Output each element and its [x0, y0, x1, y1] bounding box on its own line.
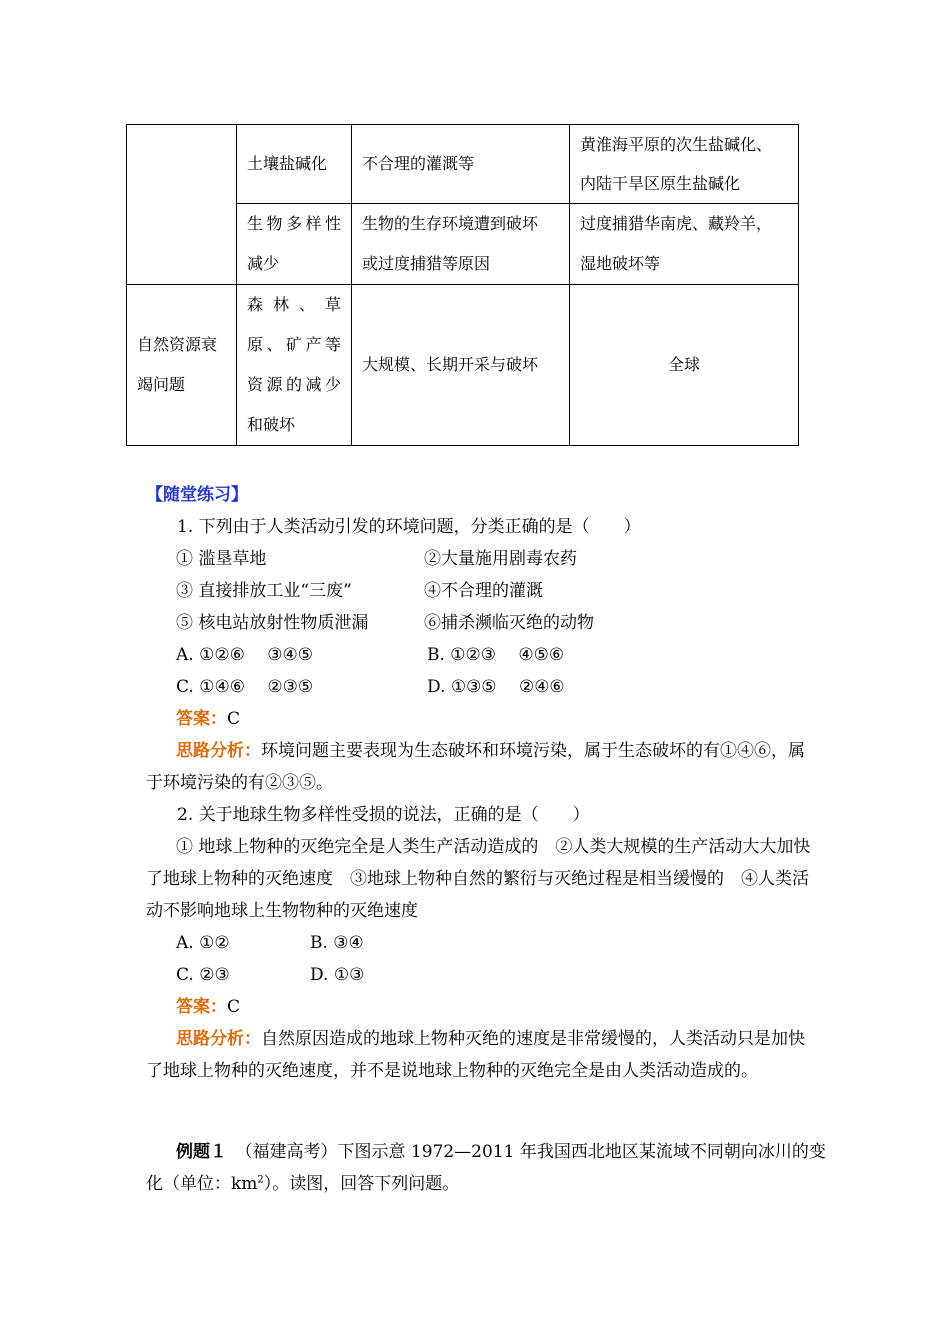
- table-cell-text: 竭问题: [137, 375, 186, 394]
- example-heading: [176, 1137, 826, 1167]
- question-1-choice-c: C. ①④⑥ ②③⑤: [176, 677, 314, 697]
- table-cell-cause: 大规模、长期开采与破坏: [352, 285, 570, 446]
- example-label: 例题１: [176, 1142, 227, 1162]
- table-cell-problem: 土壤盐碱化: [237, 125, 352, 204]
- table-cell-region: 全球: [570, 285, 799, 446]
- question-1-choice-a: A. ①②⑥ ③④⑤: [176, 645, 313, 665]
- question-2-analysis: [176, 1024, 805, 1054]
- question-1-option: ⑥捕杀濒临灭绝的动物: [424, 613, 594, 633]
- answer-label: 答案：: [176, 997, 227, 1017]
- example-text-cont: [146, 1169, 459, 1199]
- question-2-choice-d: D. ①③: [310, 965, 365, 985]
- question-1-option: ⑤ 核电站放射性物质泄漏: [176, 613, 369, 633]
- table-cell-text: 黄淮海平原的次生盐碱化、: [580, 135, 773, 154]
- question-1-stem: 1. 下列由于人类活动引发的环境问题，分类正确的是（ ）: [177, 517, 641, 537]
- question-1-option: ① 滥垦草地: [176, 549, 267, 569]
- table-cell-text: 内陆干旱区原生盐碱化: [580, 174, 741, 193]
- table-row: [127, 125, 799, 204]
- table-cell-text: 生物的生存环境遭到破坏: [362, 214, 539, 233]
- question-1-option: ④不合理的灌溉: [424, 581, 543, 601]
- table-cell-text: 森林、草: [247, 295, 341, 314]
- table-cell-category: [127, 285, 237, 446]
- question-2-stem: 2. 关于地球生物多样性受损的说法，正确的是（ ）: [177, 805, 590, 825]
- table-cell-cause: 不合理的灌溉等: [352, 125, 570, 204]
- question-2-body: 了地球上物种的灭绝速度 ③地球上物种自然的繁衍与灭绝过程是相当缓慢的 ④人类活: [146, 869, 809, 889]
- table-cell-region: [570, 204, 799, 285]
- question-2-choice-c: C. ②③: [176, 965, 230, 985]
- table-cell-problem: [237, 204, 352, 285]
- question-1-choice-d: D. ①③⑤ ②④⑥: [427, 677, 565, 697]
- table-cell-text: 减少: [247, 254, 280, 273]
- question-1-analysis: [176, 736, 805, 766]
- table-cell-cause: [352, 204, 570, 285]
- answer-label: 答案：: [176, 709, 227, 729]
- table-cell-text: 原、矿产等: [247, 335, 341, 354]
- question-1-option: ③ 直接排放工业“三废”: [176, 581, 352, 601]
- analysis-text: 环境问题主要表现为生态破坏和环境污染，属于生态破坏的有①④⑥，属: [261, 741, 805, 761]
- question-2-answer: [176, 992, 240, 1022]
- analysis-text: 自然原因造成的地球上物种灭绝的速度是非常缓慢的，人类活动只是加快: [261, 1029, 805, 1049]
- table-cell-text: 和破坏: [247, 415, 296, 434]
- table-row: [127, 285, 799, 446]
- example-text: ）。读图，回答下列问题。: [263, 1174, 460, 1194]
- answer-value: C: [227, 709, 241, 729]
- table-cell-text: 自然资源衰: [137, 335, 218, 354]
- section-title: 【随堂练习】: [146, 485, 248, 505]
- question-1-answer: [176, 704, 240, 734]
- question-2-choice-a: A. ①②: [176, 933, 230, 953]
- question-2-body: ① 地球上物种的灭绝完全是人类生产活动造成的 ②人类大规模的生产活动大大加快: [176, 837, 811, 857]
- question-2-body: 动不影响地球上生物物种的灭绝速度: [146, 901, 418, 921]
- environment-problems-table: [126, 124, 799, 446]
- example-text: 化（单位：km: [146, 1174, 258, 1194]
- answer-value: C: [227, 997, 241, 1017]
- table-cell-text: 过度捕猎华南虎、藏羚羊，: [580, 214, 773, 233]
- table-cell-problem: [237, 285, 352, 446]
- question-1-choice-b: B. ①②③ ④⑤⑥: [427, 645, 565, 665]
- question-2-analysis-cont: 了地球上物种的灭绝速度，并不是说地球上物种的灭绝完全是由人类活动造成的。: [146, 1061, 758, 1081]
- table-cell-text: 或过度捕猎等原因: [362, 254, 491, 273]
- table-cell-text: 生物多样性: [247, 214, 341, 233]
- table-cell-category-empty: [127, 125, 237, 285]
- analysis-label: 思路分析：: [176, 741, 261, 761]
- question-2-choice-b: B. ③④: [310, 933, 364, 953]
- analysis-label: 思路分析：: [176, 1029, 261, 1049]
- question-1-option: ②大量施用剧毒农药: [424, 549, 577, 569]
- unit-superscript: 2: [257, 1174, 264, 1186]
- table-cell-text: 资源的减少: [247, 375, 341, 394]
- example-text: （福建高考）下图示意 1972—2011 年我国西北地区某流域不同朝向冰川的变: [244, 1142, 826, 1162]
- table-cell-text: 湿地破坏等: [580, 254, 661, 273]
- table-cell-region: [570, 125, 799, 204]
- question-1-analysis-cont: 于环境污染的有②③⑤。: [146, 773, 333, 793]
